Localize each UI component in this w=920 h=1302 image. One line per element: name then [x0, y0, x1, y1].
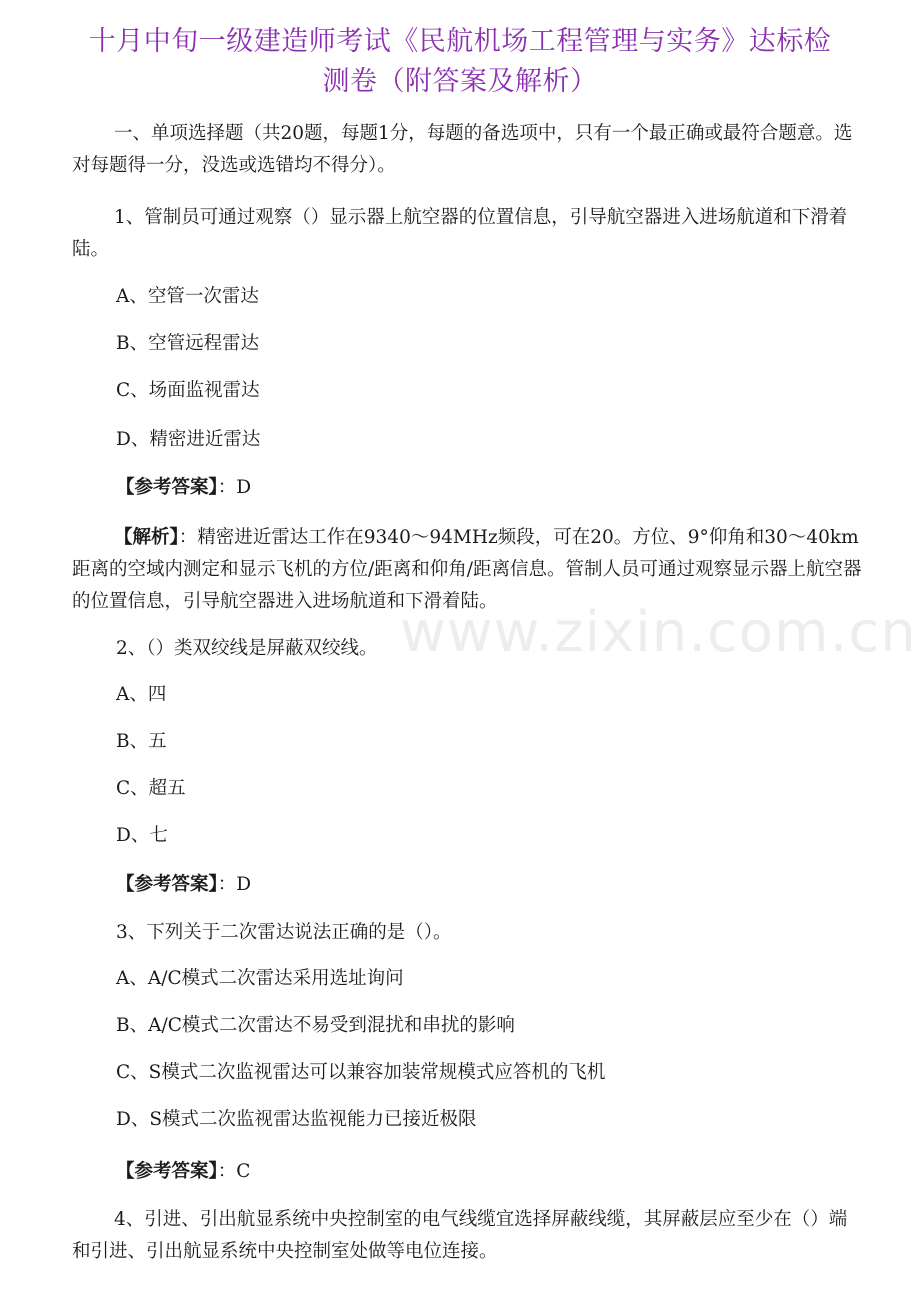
- question-3-option-d: D、S模式二次监视雷达监视能力已接近极限: [116, 1109, 477, 1130]
- question-1-option-b: B、空管远程雷达: [116, 333, 260, 354]
- watermark: www.zixin.com.cn: [400, 600, 917, 665]
- question-2-option-c: C、超五: [116, 778, 186, 799]
- question-1-option-d: D、精密进近雷达: [116, 429, 261, 450]
- answer-label: 【参考答案】: [116, 874, 218, 895]
- question-3-stem: 3、下列关于二次雷达说法正确的是（）。: [116, 922, 452, 943]
- answer-value: ：D: [217, 874, 252, 895]
- explanation-text: ：精密进近雷达工作在9340～94MHz频段，可在20。方位、9°仰角和30～40km距离的空域内测定和显示飞机的方位/距离和仰角/距离信息。管制人员可通过观察显示器上航空器的位置信息，引导航空器进入进场航道和下滑着陆。: [72, 527, 862, 612]
- question-1-option-a: A、空管一次雷达: [116, 286, 259, 307]
- question-2-option-a: A、四: [116, 684, 167, 705]
- question-4-stem: 4、引进、引出航显系统中央控制室的电气线缆宜选择屏蔽线缆，其屏蔽层应至少在（）端和引进、引出航显系统中央控制室处做等电位连接。: [72, 1209, 848, 1262]
- document-title: [60, 22, 860, 102]
- question-2-stem: 2、（）类双绞线是屏蔽双绞线。: [116, 638, 378, 659]
- answer-value: ：C: [217, 1161, 251, 1182]
- question-1-option-c: C、场面监视雷达: [116, 380, 260, 401]
- question-1-explanation: [72, 522, 862, 618]
- question-2-answer: [116, 870, 251, 900]
- title-line-1: 十月中旬一级建造师考试《民航机场工程管理与实务》达标检: [88, 26, 832, 57]
- question-3-option-a: A、A/C模式二次雷达采用选址询问: [116, 968, 404, 989]
- answer-value: ：D: [217, 477, 252, 498]
- question-1-stem: 1、管制员可通过观察（）显示器上航空器的位置信息，引导航空器进入进场航道和下滑着陆。: [72, 207, 848, 260]
- answer-label: 【参考答案】: [116, 477, 218, 498]
- question-3-option-b: B、A/C模式二次雷达不易受到混扰和串扰的影响: [116, 1015, 515, 1036]
- question-2-option-b: B、五: [116, 731, 167, 752]
- explain-label: 【解析】: [114, 527, 179, 548]
- answer-label: 【参考答案】: [116, 1161, 218, 1182]
- title-line-2: 测卷（附答案及解析）: [322, 66, 598, 97]
- question-3-option-c: C、S模式二次监视雷达可以兼容加装常规模式应答机的飞机: [116, 1062, 606, 1083]
- section-intro: 一、单项选择题（共20题，每题1分，每题的备选项中，只有一个最正确或最符合题意。选对每题得一分，没选或选错均不得分）。: [72, 123, 853, 176]
- question-1-answer: [116, 473, 251, 503]
- question-3-answer: [116, 1157, 250, 1187]
- question-2-option-d: D、七: [116, 825, 168, 846]
